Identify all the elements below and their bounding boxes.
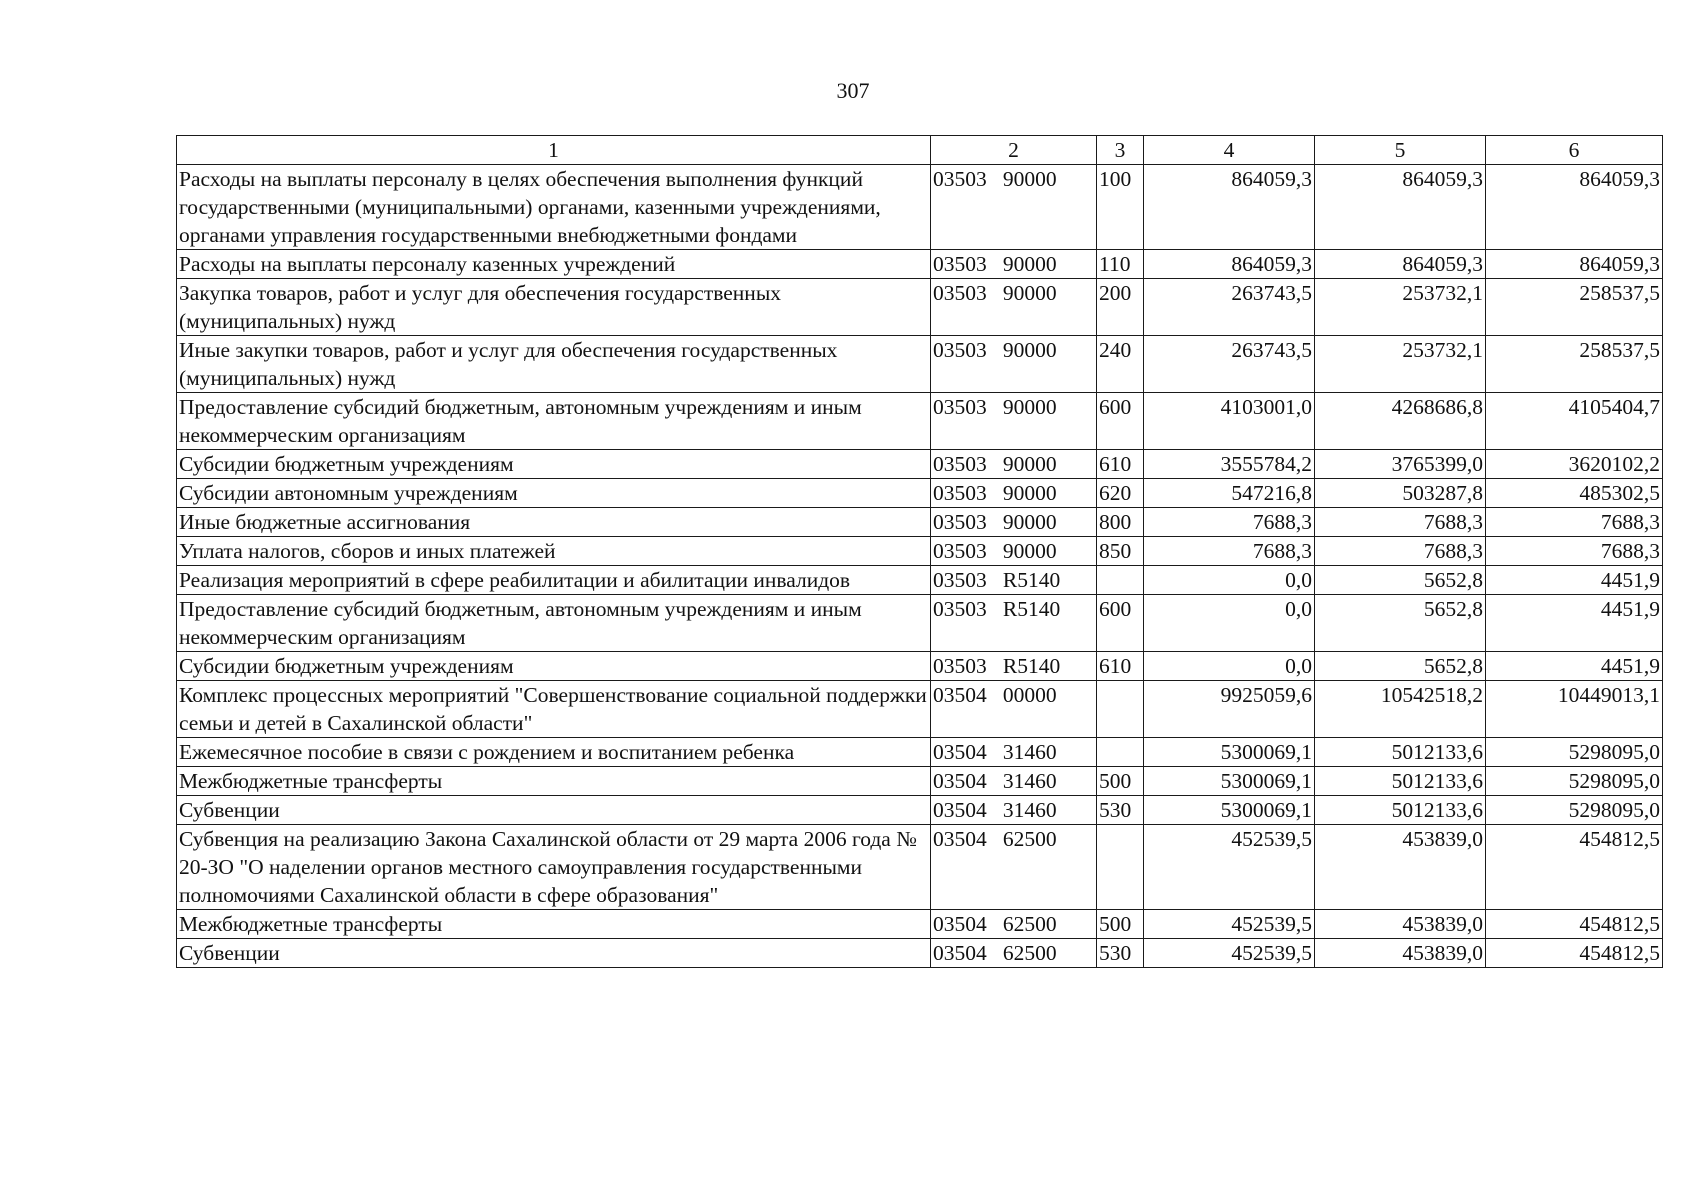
row-expense-type: 610 [1097, 652, 1144, 681]
table-row [177, 767, 1663, 796]
row-name: Уплата налогов, сборов и иных платежей [177, 537, 931, 566]
table-row [177, 336, 1663, 393]
row-name: Расходы на выплаты персоналу в целях обеспечения выполнения функций государственными (муниципальными) органами, казенными учреждениями, органами управления государственными внебюджетными фондами [177, 165, 931, 250]
row-name: Иные бюджетные ассигнования [177, 508, 931, 537]
row-name: Реализация мероприятий в сфере реабилитации и абилитации инвалидов [177, 566, 931, 595]
row-code: 03503 90000 [931, 508, 1097, 537]
table-row [177, 910, 1663, 939]
row-value-4: 864059,3 [1144, 250, 1315, 279]
row-code: 03503 R5140 [931, 595, 1097, 652]
row-value-6: 485302,5 [1486, 479, 1663, 508]
table-row [177, 738, 1663, 767]
row-value-4: 263743,5 [1144, 336, 1315, 393]
row-expense-type [1097, 825, 1144, 910]
row-value-5: 10542518,2 [1315, 681, 1486, 738]
table-row [177, 681, 1663, 738]
column-header-2: 2 [931, 136, 1097, 165]
row-code: 03503 90000 [931, 479, 1097, 508]
row-code: 03503 R5140 [931, 652, 1097, 681]
budget-table [176, 135, 1663, 968]
row-code: 03503 90000 [931, 165, 1097, 250]
table-row [177, 450, 1663, 479]
row-code: 03503 90000 [931, 537, 1097, 566]
row-value-4: 0,0 [1144, 652, 1315, 681]
row-code: 03504 62500 [931, 825, 1097, 910]
row-value-5: 453839,0 [1315, 939, 1486, 968]
row-code: 03503 90000 [931, 393, 1097, 450]
row-value-4: 452539,5 [1144, 939, 1315, 968]
row-value-6: 4451,9 [1486, 566, 1663, 595]
row-value-4: 864059,3 [1144, 165, 1315, 250]
row-expense-type: 530 [1097, 796, 1144, 825]
row-value-5: 864059,3 [1315, 250, 1486, 279]
row-value-5: 864059,3 [1315, 165, 1486, 250]
row-expense-type: 610 [1097, 450, 1144, 479]
table-row [177, 479, 1663, 508]
row-value-6: 5298095,0 [1486, 767, 1663, 796]
row-code: 03503 90000 [931, 450, 1097, 479]
table-row [177, 939, 1663, 968]
row-value-5: 3765399,0 [1315, 450, 1486, 479]
row-code: 03504 62500 [931, 939, 1097, 968]
table-row [177, 595, 1663, 652]
row-value-4: 5300069,1 [1144, 767, 1315, 796]
column-header-1: 1 [177, 136, 931, 165]
row-value-6: 258537,5 [1486, 336, 1663, 393]
row-expense-type: 110 [1097, 250, 1144, 279]
row-value-4: 7688,3 [1144, 508, 1315, 537]
table-row [177, 165, 1663, 250]
row-expense-type: 850 [1097, 537, 1144, 566]
table-row [177, 508, 1663, 537]
row-expense-type: 600 [1097, 393, 1144, 450]
row-value-6: 7688,3 [1486, 508, 1663, 537]
row-name: Субвенции [177, 939, 931, 968]
table-row [177, 566, 1663, 595]
row-value-5: 7688,3 [1315, 537, 1486, 566]
row-value-4: 4103001,0 [1144, 393, 1315, 450]
row-value-5: 5012133,6 [1315, 767, 1486, 796]
table-row [177, 537, 1663, 566]
row-value-4: 547216,8 [1144, 479, 1315, 508]
page-number: 307 [836, 78, 870, 103]
row-code: 03503 R5140 [931, 566, 1097, 595]
row-name: Субсидии автономным учреждениям [177, 479, 931, 508]
row-value-4: 5300069,1 [1144, 738, 1315, 767]
row-value-4: 263743,5 [1144, 279, 1315, 336]
row-value-6: 4451,9 [1486, 595, 1663, 652]
row-value-5: 5012133,6 [1315, 738, 1486, 767]
row-name: Предоставление субсидий бюджетным, автономным учреждениям и иным некоммерческим организациям [177, 595, 931, 652]
row-value-5: 7688,3 [1315, 508, 1486, 537]
row-value-6: 5298095,0 [1486, 738, 1663, 767]
row-value-5: 5652,8 [1315, 566, 1486, 595]
row-expense-type: 530 [1097, 939, 1144, 968]
row-code: 03504 31460 [931, 767, 1097, 796]
row-name: Ежемесячное пособие в связи с рождением и воспитанием ребенка [177, 738, 931, 767]
row-value-5: 253732,1 [1315, 279, 1486, 336]
row-code: 03503 90000 [931, 336, 1097, 393]
row-name: Закупка товаров, работ и услуг для обеспечения государственных (муниципальных) нужд [177, 279, 931, 336]
row-expense-type [1097, 566, 1144, 595]
row-value-5: 503287,8 [1315, 479, 1486, 508]
row-value-4: 7688,3 [1144, 537, 1315, 566]
row-name: Межбюджетные трансферты [177, 767, 931, 796]
row-value-4: 0,0 [1144, 566, 1315, 595]
row-value-6: 864059,3 [1486, 165, 1663, 250]
table-row [177, 393, 1663, 450]
row-value-6: 4105404,7 [1486, 393, 1663, 450]
row-expense-type: 240 [1097, 336, 1144, 393]
row-expense-type [1097, 738, 1144, 767]
row-value-5: 4268686,8 [1315, 393, 1486, 450]
row-value-4: 5300069,1 [1144, 796, 1315, 825]
row-value-4: 9925059,6 [1144, 681, 1315, 738]
row-expense-type: 200 [1097, 279, 1144, 336]
row-value-6: 864059,3 [1486, 250, 1663, 279]
row-name: Субсидии бюджетным учреждениям [177, 652, 931, 681]
row-value-6: 454812,5 [1486, 825, 1663, 910]
column-header-5: 5 [1315, 136, 1486, 165]
row-name: Комплекс процессных мероприятий "Совершенствование социальной поддержки семьи и детей в Сахалинской области" [177, 681, 931, 738]
table-row [177, 279, 1663, 336]
row-value-5: 253732,1 [1315, 336, 1486, 393]
row-name: Межбюджетные трансферты [177, 910, 931, 939]
row-code: 03504 31460 [931, 738, 1097, 767]
row-value-4: 3555784,2 [1144, 450, 1315, 479]
row-code: 03504 00000 [931, 681, 1097, 738]
row-value-5: 5652,8 [1315, 595, 1486, 652]
row-value-6: 10449013,1 [1486, 681, 1663, 738]
row-value-6: 454812,5 [1486, 939, 1663, 968]
row-code: 03504 31460 [931, 796, 1097, 825]
table-row [177, 250, 1663, 279]
row-value-6: 258537,5 [1486, 279, 1663, 336]
table-row [177, 652, 1663, 681]
row-value-6: 454812,5 [1486, 910, 1663, 939]
row-value-6: 3620102,2 [1486, 450, 1663, 479]
row-value-4: 452539,5 [1144, 910, 1315, 939]
row-name: Предоставление субсидий бюджетным, автономным учреждениям и иным некоммерческим организациям [177, 393, 931, 450]
row-value-5: 453839,0 [1315, 825, 1486, 910]
row-expense-type: 100 [1097, 165, 1144, 250]
row-value-4: 452539,5 [1144, 825, 1315, 910]
header-row [177, 136, 1663, 165]
table-row [177, 825, 1663, 910]
column-header-3: 3 [1097, 136, 1144, 165]
row-expense-type: 500 [1097, 767, 1144, 796]
row-name: Субвенция на реализацию Закона Сахалинской области от 29 марта 2006 года № 20-ЗО "О наделении органов местного самоуправления государственными полномочиями Сахалинской области в сфере образования" [177, 825, 931, 910]
row-value-4: 0,0 [1144, 595, 1315, 652]
row-value-5: 5012133,6 [1315, 796, 1486, 825]
row-name: Субвенции [177, 796, 931, 825]
row-code: 03503 90000 [931, 279, 1097, 336]
row-expense-type: 600 [1097, 595, 1144, 652]
row-name: Иные закупки товаров, работ и услуг для обеспечения государственных (муниципальных) нужд [177, 336, 931, 393]
row-value-6: 5298095,0 [1486, 796, 1663, 825]
row-expense-type: 500 [1097, 910, 1144, 939]
column-header-6: 6 [1486, 136, 1663, 165]
row-value-6: 4451,9 [1486, 652, 1663, 681]
column-header-4: 4 [1144, 136, 1315, 165]
row-expense-type [1097, 681, 1144, 738]
row-value-5: 5652,8 [1315, 652, 1486, 681]
row-code: 03503 90000 [931, 250, 1097, 279]
row-value-5: 453839,0 [1315, 910, 1486, 939]
table-row [177, 796, 1663, 825]
row-expense-type: 800 [1097, 508, 1144, 537]
row-value-6: 7688,3 [1486, 537, 1663, 566]
row-name: Субсидии бюджетным учреждениям [177, 450, 931, 479]
row-expense-type: 620 [1097, 479, 1144, 508]
row-name: Расходы на выплаты персоналу казенных учреждений [177, 250, 931, 279]
row-code: 03504 62500 [931, 910, 1097, 939]
